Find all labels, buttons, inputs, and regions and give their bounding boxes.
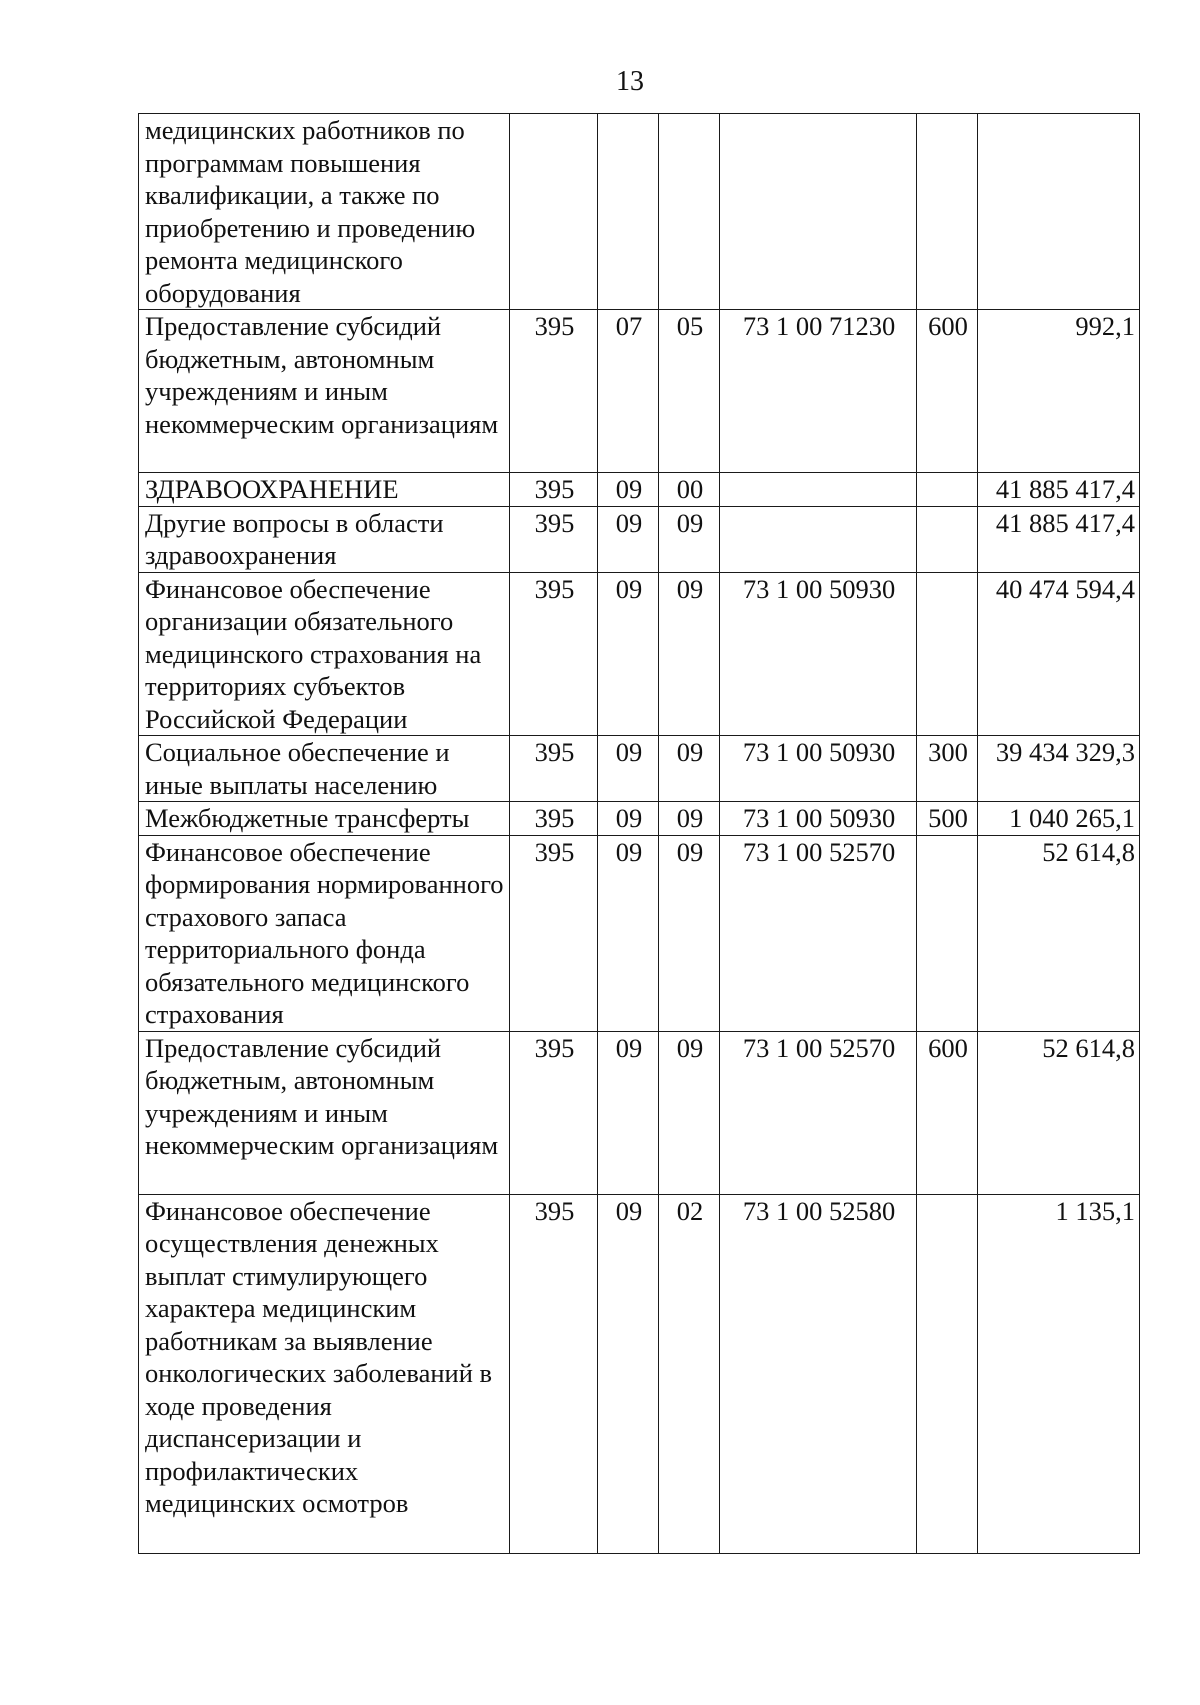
row-amount: 39 434 329,3 — [978, 736, 1140, 802]
row-expense-type — [917, 114, 978, 310]
row-grbs: 395 — [510, 473, 598, 507]
row-expense-type: 300 — [917, 736, 978, 802]
row-target-article: 73 1 00 52580 — [720, 1194, 917, 1553]
row-section: 09 — [598, 572, 659, 736]
budget-table — [138, 113, 1140, 1554]
row-target-article — [720, 473, 917, 507]
row-expense-type — [917, 1194, 978, 1553]
row-subsection: 09 — [659, 1031, 720, 1194]
row-grbs: 395 — [510, 1031, 598, 1194]
row-name: медицинских работников по программам повышения квалификации, а также по приобретению и проведению ремонта медицинского оборудования — [139, 114, 510, 310]
row-subsection: 00 — [659, 473, 720, 507]
row-grbs: 395 — [510, 310, 598, 473]
row-target-article: 73 1 00 50930 — [720, 736, 917, 802]
row-subsection — [659, 114, 720, 310]
row-expense-type: 600 — [917, 310, 978, 473]
row-subsection: 09 — [659, 802, 720, 836]
row-target-article: 73 1 00 50930 — [720, 572, 917, 736]
row-amount: 52 614,8 — [978, 835, 1140, 1031]
row-name: Финансовое обеспечение осуществления денежных выплат стимулирующего характера медицинским работникам за выявление онкологических заболеваний в ходе проведения диспансеризации и профилактических медицинских осмотров — [139, 1194, 510, 1553]
row-amount: 1 040 265,1 — [978, 802, 1140, 836]
row-target-article: 73 1 00 52570 — [720, 835, 917, 1031]
row-subsection: 09 — [659, 835, 720, 1031]
table-row — [139, 506, 1140, 572]
row-target-article — [720, 506, 917, 572]
row-section: 09 — [598, 736, 659, 802]
table-row — [139, 572, 1140, 736]
row-subsection: 09 — [659, 506, 720, 572]
row-name: Предоставление субсидий бюджетным, автономным учреждениям и иным некоммерческим организациям — [139, 310, 510, 473]
page-number: 13 — [616, 66, 644, 97]
table-row — [139, 114, 1140, 310]
row-grbs: 395 — [510, 802, 598, 836]
row-section: 09 — [598, 802, 659, 836]
row-grbs — [510, 114, 598, 310]
row-amount: 1 135,1 — [978, 1194, 1140, 1553]
row-target-article: 73 1 00 52570 — [720, 1031, 917, 1194]
row-section: 07 — [598, 310, 659, 473]
row-target-article: 73 1 00 71230 — [720, 310, 917, 473]
row-name: Другие вопросы в области здравоохранения — [139, 506, 510, 572]
row-section: 09 — [598, 1194, 659, 1553]
table-row — [139, 310, 1140, 473]
row-target-article — [720, 114, 917, 310]
row-grbs: 395 — [510, 736, 598, 802]
row-amount: 41 885 417,4 — [978, 506, 1140, 572]
row-expense-type — [917, 572, 978, 736]
row-expense-type — [917, 473, 978, 507]
row-target-article: 73 1 00 50930 — [720, 802, 917, 836]
row-name: Финансовое обеспечение организации обязательного медицинского страхования на территориях субъектов Российской Федерации — [139, 572, 510, 736]
row-grbs: 395 — [510, 1194, 598, 1553]
row-expense-type — [917, 506, 978, 572]
row-expense-type: 600 — [917, 1031, 978, 1194]
row-subsection: 05 — [659, 310, 720, 473]
row-section — [598, 114, 659, 310]
row-grbs: 395 — [510, 572, 598, 736]
row-amount — [978, 114, 1140, 310]
row-section: 09 — [598, 835, 659, 1031]
row-amount: 52 614,8 — [978, 1031, 1140, 1194]
row-subsection: 02 — [659, 1194, 720, 1553]
row-subsection: 09 — [659, 572, 720, 736]
row-name: Финансовое обеспечение формирования нормированного страхового запаса территориального фонда обязательного медицинского страхования — [139, 835, 510, 1031]
table-row — [139, 835, 1140, 1031]
row-section: 09 — [598, 1031, 659, 1194]
table-row — [139, 1031, 1140, 1194]
table-row — [139, 802, 1140, 836]
row-name: Социальное обеспечение и иные выплаты населению — [139, 736, 510, 802]
table-row — [139, 736, 1140, 802]
row-grbs: 395 — [510, 835, 598, 1031]
row-amount: 40 474 594,4 — [978, 572, 1140, 736]
row-amount: 41 885 417,4 — [978, 473, 1140, 507]
row-name: ЗДРАВООХРАНЕНИЕ — [139, 473, 510, 507]
row-amount: 992,1 — [978, 310, 1140, 473]
row-section: 09 — [598, 473, 659, 507]
table-row — [139, 1194, 1140, 1553]
row-grbs: 395 — [510, 506, 598, 572]
row-section: 09 — [598, 506, 659, 572]
row-expense-type: 500 — [917, 802, 978, 836]
row-name: Предоставление субсидий бюджетным, автономным учреждениям и иным некоммерческим организациям — [139, 1031, 510, 1194]
row-subsection: 09 — [659, 736, 720, 802]
row-name: Межбюджетные трансферты — [139, 802, 510, 836]
table-row — [139, 473, 1140, 507]
row-expense-type — [917, 835, 978, 1031]
